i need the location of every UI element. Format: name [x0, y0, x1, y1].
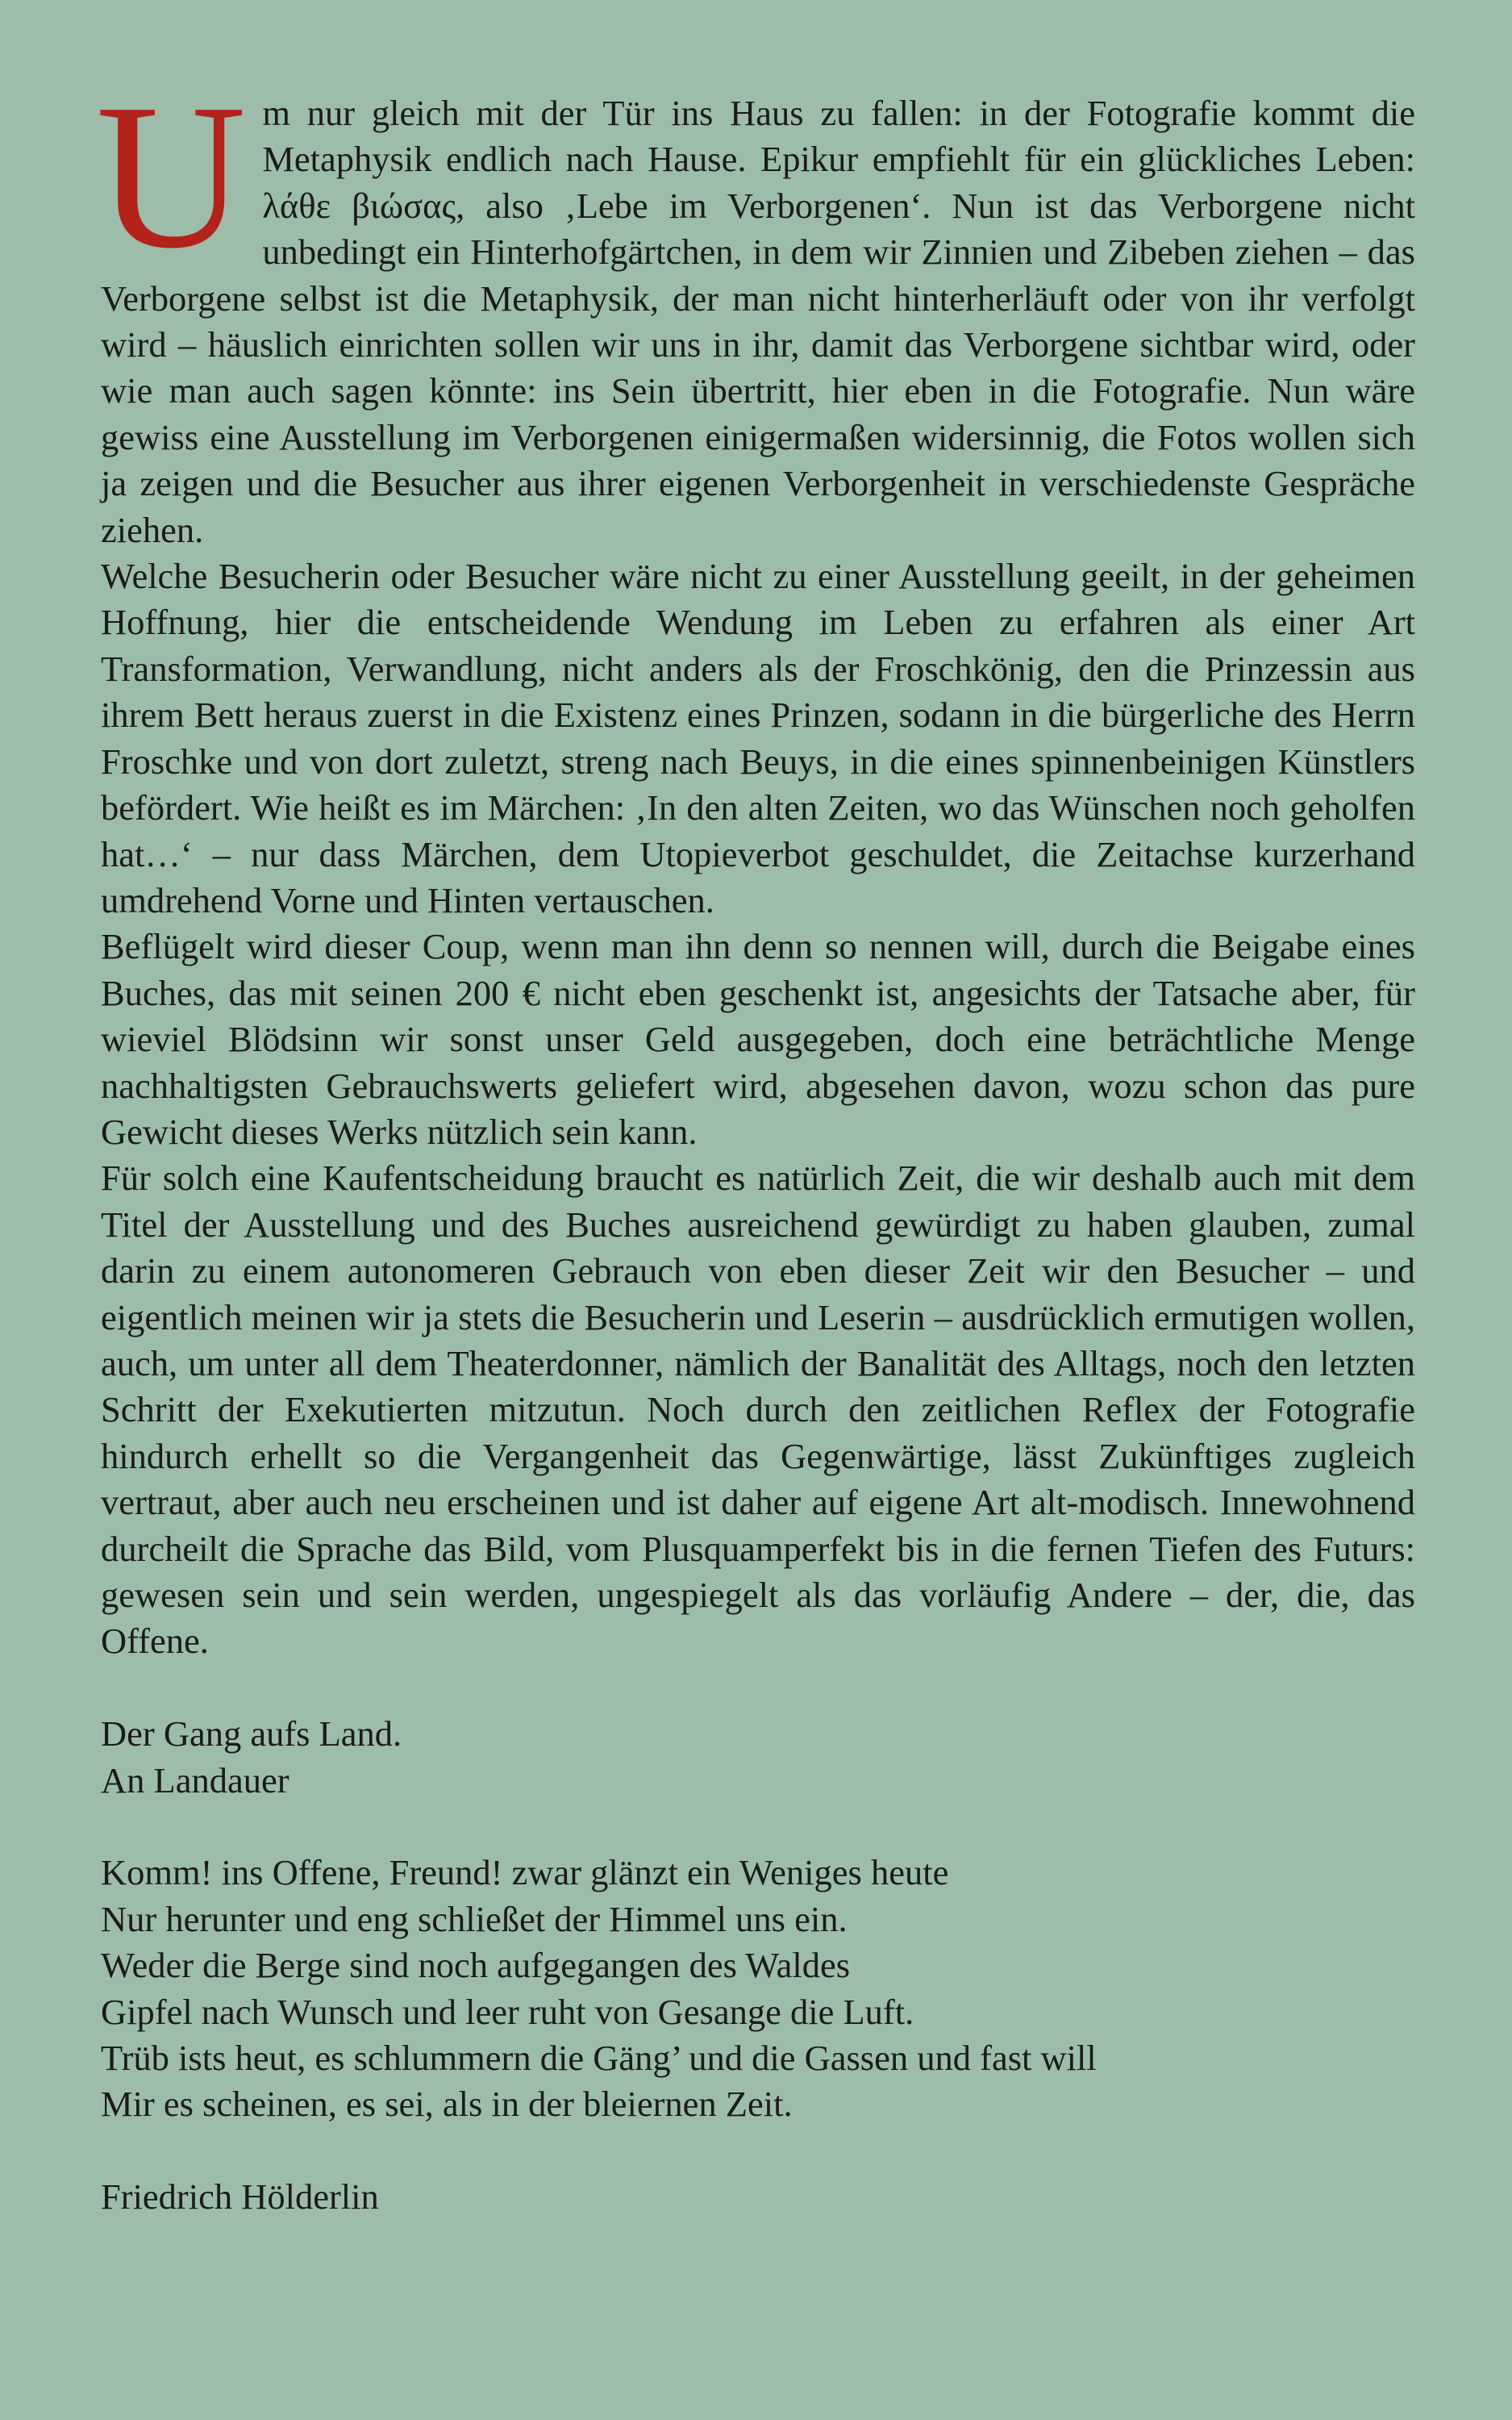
spacer	[101, 2128, 1415, 2174]
poem-line: Weder die Berge sind noch aufgegangen des Waldes	[101, 1945, 851, 1986]
poem-line: Gipfel nach Wunsch und leer ruht von Gesange die Luft.	[101, 1991, 914, 2032]
page	[96, 60, 1415, 2397]
poem-heading	[101, 1711, 1415, 1804]
essay-paragraph-2: Welche Besucherin oder Besucher wäre nicht zu einer Ausstellung geeilt, in der geheimen Hoffnung, hier die entscheidende Wendung im Leben zu erfahren als einer Art Transformation, Verwandlung, nicht anders als der Froschkönig, den die Prinzessin aus ihrem Bett heraus zuerst in die Existenz eines Prinzen, sodann in die bürgerliche des Herrn Froschke und von dort zuletzt, streng nach Beuys, in die eines spinnenbeinigen Künstlers befördert. Wie heißt es im Märchen: ‚In den alten Zeiten, wo das Wünschen noch geholfen hat…‘ – nur dass Märchen, dem Utopieverbot geschuldet, die Zeitachse kurzerhand umdrehend Vorne und Hinten vertauschen.	[101, 556, 1415, 920]
poem-author: Friedrich Hölderlin	[101, 2176, 379, 2218]
spacer	[101, 1665, 1415, 1711]
poem-title: Der Gang aufs Land.	[101, 1713, 402, 1754]
essay	[96, 60, 1415, 1665]
poem-line: Mir es scheinen, es sei, als in der bleiernen Zeit.	[101, 2084, 793, 2125]
poem-attribution	[101, 2174, 1415, 2220]
poem-dedication: An Landauer	[101, 1759, 289, 1800]
poem-lines	[101, 1850, 1415, 2127]
poem-line: Trüb ists heut, es schlummern die Gäng’ und die Gassen und fast will	[101, 2038, 1097, 2079]
drop-cap: U	[96, 60, 247, 291]
essay-paragraph-3: Beflügelt wird dieser Coup, wenn man ihn denn so nennen will, durch die Beigabe eines Buches, das mit seinen 200 € nicht eben geschenkt ist, angesichts der Tatsache aber, für wieviel Blödsinn wir sonst unser Geld ausgegeben, doch eine beträchtliche Menge nachhaltigsten Gebrauchswerts geliefert wird, abgesehen davon, wozu schon das pure Gewicht dieses Werks nützlich sein kann.	[101, 926, 1415, 1152]
spacer	[101, 1804, 1415, 1850]
essay-paragraph-1-text: m nur gleich mit der Tür ins Haus zu fallen: in der Fotografie kommt die Metaphysik endlich nach Hause. Epikur empfiehlt für ein glückliches Leben: λάθε βιώσας, also ‚Lebe im Verborgenen‘. Nun ist das Verborgene nicht unbedingt ein Hinterhofgärtchen, in dem wir Zinnien und Zibeben ziehen – das Verborgene selbst ist die Metaphysik, der man nicht hinterherläuft oder von ihr verfolgt wird – häuslich einrichten sollen wir uns in ihr, damit das Verborgene sichtbar wird, oder wie man auch sagen könnte: ins Sein übertritt, hier eben in die Fotografie. Nun wäre gewiss eine Ausstellung im Verborgenen einigermaßen widersinnig, die Fotos wollen sich ja zeigen und die Besucher aus ihrer eigenen Verborgenheit in verschiedenste Gespräche ziehen.	[101, 93, 1415, 550]
poem-line: Komm! ins Offene, Freund! zwar glänzt ein Weniges heute	[101, 1852, 949, 1893]
essay-paragraph-1	[96, 60, 1415, 553]
essay-paragraph-4: Für solch eine Kaufentscheidung braucht es natürlich Zeit, die wir deshalb auch mit dem Titel der Ausstellung und des Buches ausreichend gewürdigt zu haben glauben, zumal darin zu einem autonomeren Gebrauch von eben dieser Zeit wir den Besucher – und eigentlich meinen wir ja stets die Besucherin und Leserin – ausdrücklich ermutigen wollen, auch, um unter all dem Theaterdonner, nämlich der Banalität des Alltags, noch den letzten Schritt der Exekutierten mitzutun. Noch durch den zeitlichen Reflex der Fotografie hindurch erhellt so die Vergangenheit das Gegenwärtige, lässt Zukünftiges zugleich vertraut, aber auch neu erscheinen und ist daher auf eigene Art alt-modisch. Innewohnend durcheilt die Sprache das Bild, vom Plusquamperfekt bis in die fernen Tiefen des Futurs: gewesen sein und sein werden, ungespiegelt als das vorläufig Andere – der, die, das Offene.	[101, 1158, 1415, 1662]
poem-line: Nur herunter und eng schließet der Himmel uns ein.	[101, 1898, 848, 1939]
